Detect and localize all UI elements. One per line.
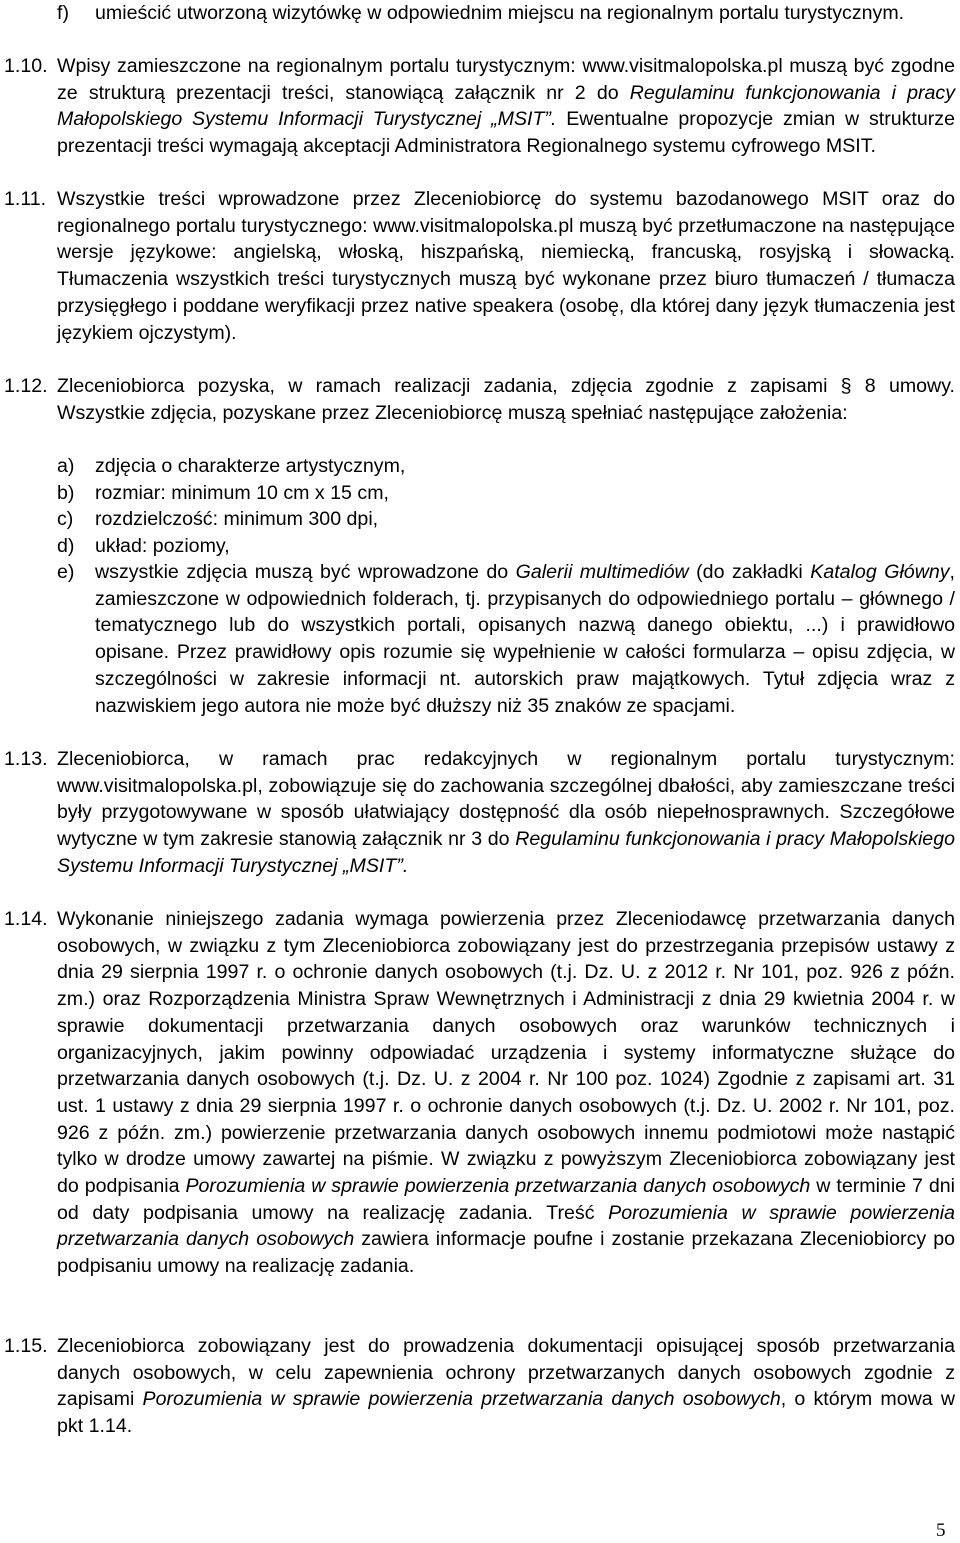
section-text: Wszystkie treści wprowadzone przez Zleceniobiorcę do systemu bazodanowego MSIT oraz do regionalnego portalu turystycznego: www.visitmalopolska.pl muszą być przetłumaczone na następujące wersje językowe: angielską, włoską, hiszpańską, niemiecką, francuską, rosyjską i słowacką. Tłumaczenia wszystkich treści turystycznych muszą być wykonane przez biuro tłumaczeń / tłumacza przysięgłego i poddane weryfikacji przez native speakera (osobę, dla której dany język tłumaczenia jest językiem ojczystym). (57, 188, 955, 344)
section-number: 1.14. (4, 908, 48, 930)
item-text: zdjęcia o charakterze artystycznym, (95, 455, 406, 477)
section-text: Wykonanie niniejszego zadania wymaga powierzenia przez Zleceniodawcę przetwarzania danych osobowych, w związku z tym Zleceniobiorca zobowiązany jest do przestrzegania przepisów ustawy z dnia 29 sierpnia 1997 r. o ochronie danych osobowych (t.j. Dz. U. z 2012 r. Nr 101, poz. 926 z późn. zm.) oraz Rozporządzenia Ministra Spraw Wewnętrznych i Administracji z dnia 29 kwietnia 2004 r. w sprawie dokumentacji przetwarzania danych osobowych oraz warunków technicznych i organizacyjnych, jakim powinny odpowiadać urządzenia i systemy informatyczne służące do przetwarzania danych osobowych (t.j. Dz. U. z 2004 r. Nr 100 poz. 1024) Zgodnie z zapisami art. 31 ust. 1 ustawy z dnia 29 sierpnia 1997 r. o ochronie danych osobowych (t.j. Dz. U. 2002 r. Nr 101, poz. 926 z późn. zm.) powierzenie przetwarzania danych osobowych innemu podmiotowi może nastąpić tylko w drodze umowy zawartej na piśmie. W związku z powyższym Zleceniobiorca zobowiązany jest do podpisania Porozumienia w sprawie powierzenia przetwarzania danych osobowych w terminie 7 dni od daty podpisania umowy na realizację zadania. Treść Porozumienia w sprawie powierzenia przetwarzania danych osobowych zawiera informacje poufne i zostanie przekazana Zleceniobiorcy po podpisaniu umowy na realizację zadania. (57, 908, 955, 1278)
section-text: Wpisy zamieszczone na regionalnym portalu turystycznym: www.visitmalopolska.pl muszą być zgodne ze strukturą prezentacji treści, stanowiącą załącznik nr 2 do Regulaminu funkcjonowania i pracy Małopolskiego Systemu Informacji Turystycznej „MSIT”. Ewentualne propozycje zmian w strukturze prezentacji treści wymagają akceptacji Administratora Regionalnego systemu cyfrowego MSIT. (57, 55, 955, 158)
section-text: Zleceniobiorca zobowiązany jest do prowadzenia dokumentacji opisującej sposób przetwarzania danych osobowych, w celu zapewnienia ochrony przetwarzanych danych osobowych zgodnie z zapisami Porozumienia w sprawie powierzenia przetwarzania danych osobowych, o którym mowa w pkt 1.14. (57, 1335, 955, 1438)
item-label: a) (57, 455, 75, 477)
section-text: Zleceniobiorca, w ramach prac redakcyjnych w regionalnym portalu turystycznym: www.visitmalopolska.pl, zobowiązuje się do zachowania szczególnej dbałości, aby zamieszczane treści były przygotowywane w sposób ułatwiający dostępność dla osób niepełnosprawnych. Szczegółowe wytyczne w tym zakresie stanowią załącznik nr 3 do Regulaminu funkcjonowania i pracy Małopolskiego Systemu Informacji Turystycznej „MSIT”. (57, 748, 955, 877)
item-label: b) (57, 482, 75, 504)
item-text: rozdzielczość: minimum 300 dpi, (95, 508, 379, 530)
section-text: Zleceniobiorca pozyska, w ramach realizacji zadania, zdjęcia zgodnie z zapisami § 8 umowy. Wszystkie zdjęcia, pozyskane przez Zleceniobiorcę muszą spełniać następujące założenia: (57, 375, 955, 424)
item-text: rozmiar: minimum 10 cm x 15 cm, (95, 482, 389, 504)
section-number: 1.10. (4, 55, 48, 77)
item-label: f) (57, 2, 69, 24)
item-text: umieścić utworzoną wizytówkę w odpowiednim miejscu na regionalnym portalu turystycznym. (95, 2, 905, 24)
item-text: wszystkie zdjęcia muszą być wprowadzone do Galerii multimediów (do zakładki Katalog Główny, zamieszczone w odpowiednich folderach, tj. przypisanych do odpowiedniego portalu – głównego / tematycznego lub do wszystkich portali, opisanych nazwą danego obiektu, ...) i prawidłowo opisane. Przez prawidłowy opis rozumie się wypełnienie w całości formularza – opisu zdjęcia, w szczególności w zakresie informacji nt. autorskich praw majątkowych. Tytuł zdjęcia wraz z nazwiskiem jego autora nie może być dłuższy niż 35 znaków ze spacjami. (95, 561, 955, 717)
page-number: 5 (936, 1520, 946, 1541)
item-label: e) (57, 561, 75, 583)
section-number: 1.15. (4, 1335, 48, 1357)
item-label: d) (57, 535, 75, 557)
section-number: 1.12. (4, 375, 48, 397)
item-label: c) (57, 508, 74, 530)
section-number: 1.11. (4, 188, 47, 210)
item-text: układ: poziomy, (95, 535, 230, 557)
section-number: 1.13. (4, 748, 48, 770)
